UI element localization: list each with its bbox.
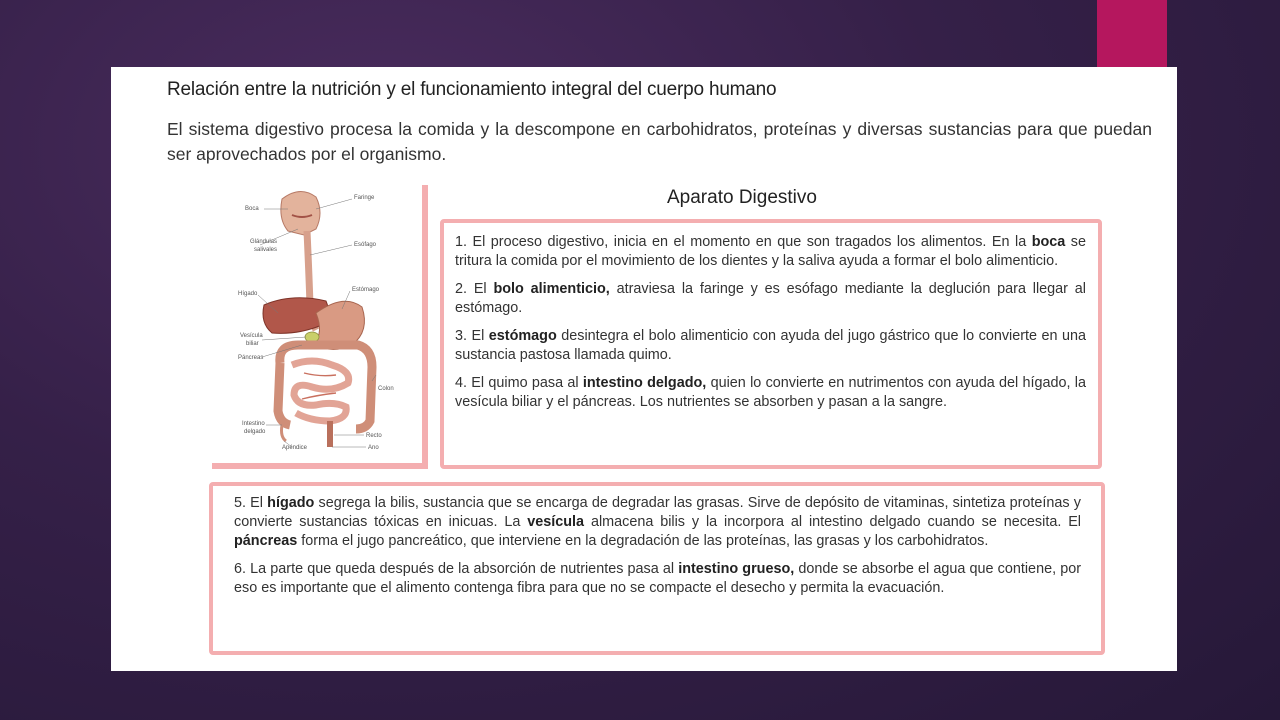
accent-bar [1097,0,1167,68]
label-faringe: Faringe [354,195,375,201]
label-boca: Boca [245,206,259,212]
steps-box-2 [209,482,1105,655]
label-recto: Recto [366,433,382,439]
step-1: 1. El proceso digestivo, inicia en el momento en que son tragados los alimentos. En la boca se tritura la comida por el movimiento de los dientes y la saliva ayuda a formar el bolo alimenticio. [455,234,1086,269]
label-colon: Colon [378,386,394,392]
label-intestino: Intestino [242,421,265,427]
step-2: 2. El bolo alimenticio, atraviesa la faringe y es esófago mediante la deglución para llegar al estómago. [455,281,1086,316]
intro-text: El sistema digestivo procesa la comida y la descompone en carbohidratos, proteínas y diversas sustancias para que puedan ser aprovechados por el organismo. [167,119,1152,164]
label-glandulas: Glándulas [250,239,278,245]
label-pancreas: Páncreas [238,355,264,361]
section-heading: Aparato Digestivo [667,187,817,208]
step-6: 6. La parte que queda después de la absorción de nutrientes pasa al intestino grueso, donde se absorbe el agua que contiene, por eso es importante que el alimento contenga fibra para que no se compacte el desecho y permita la evacuación. [234,561,1082,596]
label-estomago: Estómago [352,287,380,293]
page-title: Relación entre la nutrición y el funcionamiento integral del cuerpo humano [167,79,777,100]
label-salivales: salivales [254,247,278,253]
step-4: 4. El quimo pasa al intestino delgado, quien lo convierte en nutrimentos con ayuda del hígado, la vesícula biliar y el páncreas. Los nutrientes se absorben y pasan a la sangre. [455,375,1087,410]
digestive-system-figure [212,185,428,469]
step-5: 5. El hígado segrega la bilis, sustancia que se encarga de degradar las grasas. Sirve de depósito de vitaminas, sintetiza proteínas y convierte sustancias tóxicas en inicuas. La vesícula almacena bilis y la incorpora al intestino delgado cuando se necesita. El páncreas forma el jugo pancreático, que interviene en la degradación de las proteínas, las grasas y los carbohidratos. [234,495,1082,549]
step-3: 3. El estómago desintegra el bolo alimenticio con ayuda del jugo gástrico que lo convierte en una sustancia pastosa llamada quimo. [455,328,1087,363]
label-esofago: Esófago [354,242,377,248]
steps-box-1 [440,219,1102,469]
digestive-system-illustration [212,185,422,463]
slide-content [111,67,1177,671]
label-delgado: delgado [244,429,266,435]
label-apendice: Apéndice [282,445,308,451]
label-higado: Hígado [238,291,258,297]
label-vesicula: Vesícula [240,333,263,339]
label-ano: Ano [368,445,379,451]
label-biliar: biliar [246,341,259,347]
